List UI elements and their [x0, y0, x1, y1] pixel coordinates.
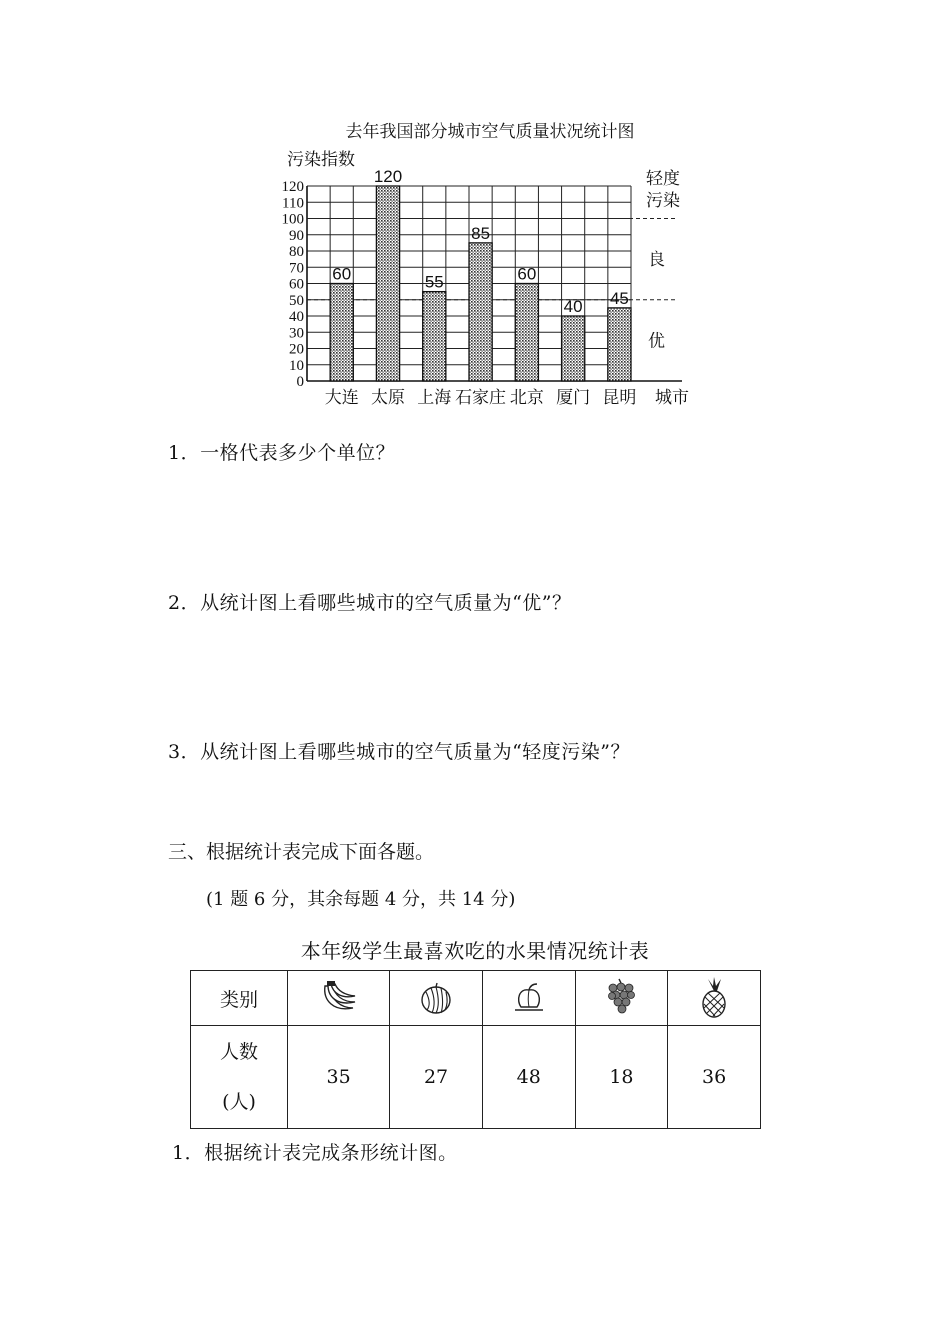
y-tick-label: 80 [289, 244, 304, 260]
category-label: 太原 [371, 388, 405, 408]
count-grape: 18 [575, 1026, 668, 1129]
band-label-mild-2: 污染 [646, 191, 680, 211]
y-tick-label: 10 [289, 357, 304, 374]
y-tick-label: 100 [281, 211, 304, 228]
pineapple-cell [668, 971, 761, 1026]
y-tick-label: 70 [289, 260, 304, 277]
category-label: 上海 [417, 388, 452, 408]
chart-svg [270, 115, 710, 415]
row-label-category: 类别 [191, 971, 288, 1026]
bar-昆明 [608, 308, 631, 381]
table-title: 本年级学生最喜欢吃的水果情况统计表 [300, 939, 650, 963]
row-label-count-line1: 人数 [219, 1041, 258, 1063]
category-label: 北京 [509, 388, 544, 408]
y-tick-label: 90 [289, 227, 304, 244]
banana-cell [288, 971, 390, 1026]
question-3: 3．从统计图上看哪些城市的空气质量为“轻度污染”？ [168, 741, 631, 763]
category-label: 厦门 [556, 388, 591, 408]
bar-value-label: 55 [424, 272, 444, 292]
score-note: (1 题 6 分，其余每题 4 分，共 14 分) [206, 889, 516, 910]
bar-太原 [376, 186, 399, 381]
table-row [191, 1026, 761, 1129]
table-row [191, 971, 761, 1026]
category-label: 石家庄 [455, 388, 507, 408]
bar-value-label: 60 [332, 264, 352, 284]
pineapple-icon [696, 977, 732, 1019]
y-tick-label: 0 [296, 374, 304, 390]
bar-石家庄 [469, 243, 492, 381]
peach-cell [482, 971, 575, 1026]
watermelon-cell [390, 971, 483, 1026]
bar-value-label: 85 [471, 223, 491, 243]
x-axis-label: 城市 [655, 388, 689, 408]
y-tick-label: 120 [281, 179, 304, 195]
y-tick-label: 20 [289, 341, 304, 358]
peach-icon [511, 980, 547, 1016]
fruit-table [190, 970, 761, 1129]
question-1: 1．一格代表多少个单位？ [168, 442, 396, 464]
bar-大连 [330, 284, 353, 382]
bar-北京 [515, 284, 538, 382]
question-2: 2．从统计图上看哪些城市的空气质量为“优”？ [168, 592, 572, 614]
y-tick-label: 60 [289, 276, 304, 293]
grape-cell [575, 971, 668, 1026]
y-tick-label: 30 [289, 325, 304, 342]
count-pineapple: 36 [668, 1026, 761, 1129]
bar-value-label: 60 [517, 264, 537, 284]
y-tick-label: 40 [289, 309, 304, 325]
band-label-good: 良 [648, 250, 665, 271]
row-label-count-line2: (人) [222, 1091, 256, 1113]
bar-value-label: 120 [373, 167, 403, 186]
y-axis-label: 污染指数 [287, 150, 355, 170]
chart-title: 去年我国部分城市空气质量状况统计图 [345, 122, 635, 142]
section-3-heading: 三、根据统计表完成下面各题。 [168, 841, 435, 863]
category-label: 昆明 [602, 388, 637, 408]
bar-value-label: 40 [563, 297, 583, 316]
sub-question-1: 1．根据统计表完成条形统计图。 [172, 1142, 458, 1164]
bar-厦门 [562, 316, 585, 381]
row-label-count [191, 1026, 288, 1129]
watermelon-icon [418, 980, 454, 1016]
category-label: 大连 [324, 388, 359, 408]
bar-value-label: 45 [609, 288, 629, 308]
grape-icon [603, 978, 639, 1018]
air-quality-chart [270, 115, 710, 415]
count-watermelon: 27 [390, 1026, 483, 1129]
band-label-excellent: 优 [648, 331, 665, 352]
banana-icon [319, 980, 359, 1016]
bar-上海 [423, 292, 446, 381]
y-tick-label: 110 [282, 195, 304, 212]
band-label-mild-1: 轻度 [646, 169, 680, 189]
count-banana: 35 [288, 1026, 390, 1129]
count-peach: 48 [482, 1026, 575, 1129]
y-tick-label: 50 [289, 292, 304, 309]
